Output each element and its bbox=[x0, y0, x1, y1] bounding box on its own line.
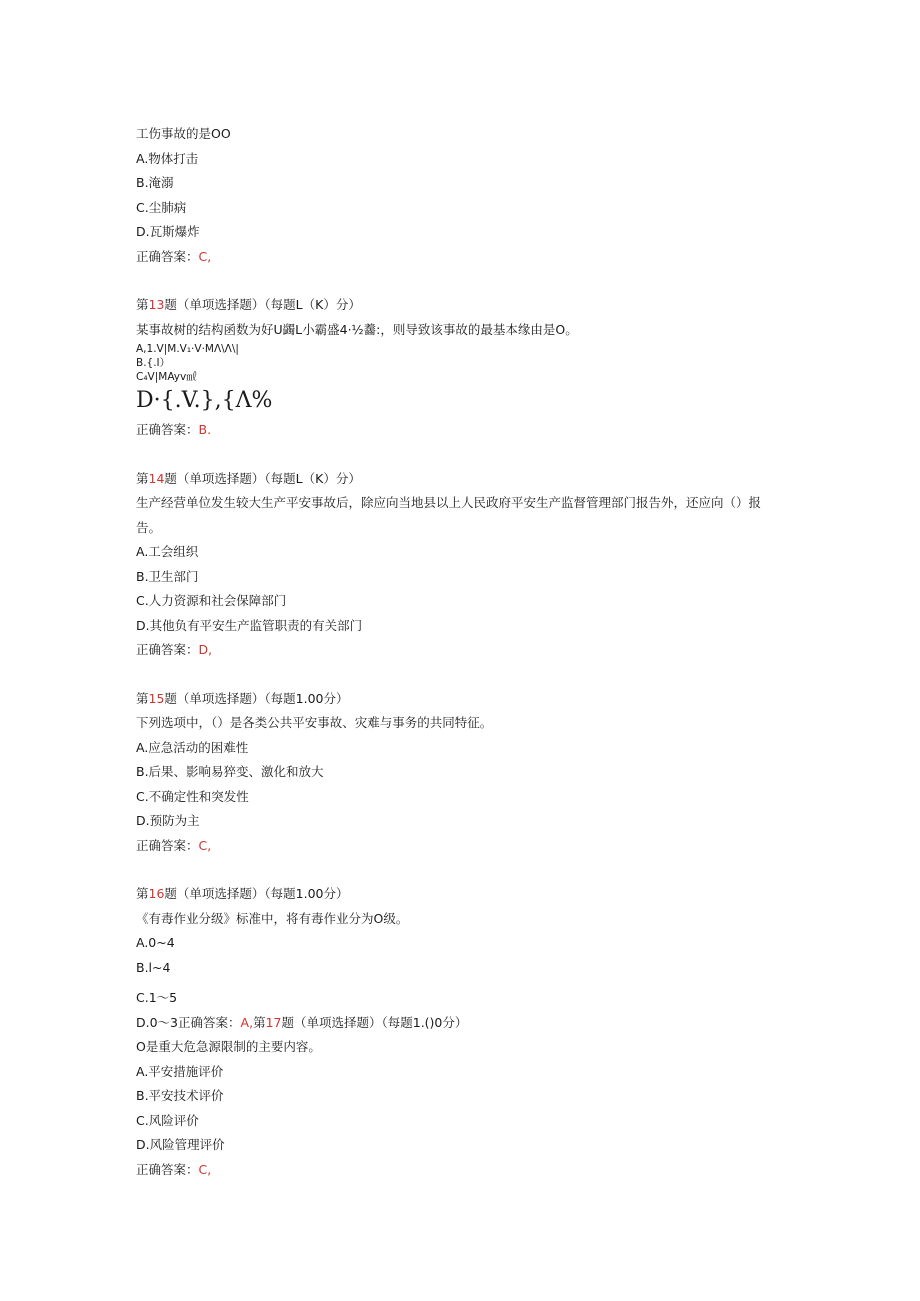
option-a: A.工会组织 bbox=[136, 544, 199, 559]
question-stem: 生产经营单位发生较大生产平安事故后，除应向当地县以上人民政府平安生产监督管理部门报告外，还应向（）报告。 bbox=[136, 495, 762, 535]
question-12 bbox=[136, 122, 786, 269]
option-c: C.1～5 bbox=[136, 990, 178, 1005]
option-d: D.0～3 bbox=[136, 1014, 179, 1030]
question-header bbox=[136, 467, 786, 492]
question-stem: 某事故树的结构函数为好U蠲L小霸盛4·½齹:，则导致该事故的最基本缘由是O。 bbox=[136, 321, 578, 337]
option-c: C.不确定性和突发性 bbox=[136, 788, 249, 804]
option-d: D.预防为主 bbox=[136, 813, 200, 828]
option-c: C.人力资源和社会保障部门 bbox=[136, 593, 287, 608]
answer-value: B. bbox=[198, 422, 212, 437]
question-header bbox=[136, 293, 786, 318]
answer-value: C, bbox=[198, 837, 212, 853]
answer-value: D, bbox=[198, 642, 213, 657]
option-a: A.应急活动的困难性 bbox=[136, 739, 249, 755]
answer-label: 正确答案： bbox=[136, 837, 199, 853]
header-suffix: 题（单项选择题）（每题L（K）分） bbox=[164, 297, 361, 312]
header-suffix: 题（单项选择题）（每题L（K）分） bbox=[164, 470, 361, 486]
q17-header-suffix: 题（单项选择题）（每题1.()0分） bbox=[281, 1014, 468, 1030]
answer-line bbox=[136, 834, 786, 859]
answer-line bbox=[136, 418, 786, 443]
header-prefix: 第 bbox=[136, 690, 149, 706]
answer-line bbox=[136, 245, 786, 270]
option-a: A,1.V|M.V₁·V·MΛ\Λ\| bbox=[136, 343, 239, 355]
question-15 bbox=[136, 687, 786, 859]
document-page bbox=[136, 122, 786, 1182]
option-a: A.平安措施评价 bbox=[136, 1063, 224, 1079]
option-b: B.淹溺 bbox=[136, 175, 174, 190]
question-16 bbox=[136, 882, 786, 1035]
question-stem: 下列选项中，（）是各类公共平安事故、灾难与事务的共同特征。 bbox=[136, 715, 493, 730]
answer-value: A, bbox=[240, 1014, 254, 1030]
option-d: D.其他负有平安生产监管职责的有关部门 bbox=[136, 617, 363, 633]
answer-label: 正确答案： bbox=[136, 642, 199, 657]
option-a: A.0~4 bbox=[136, 935, 175, 950]
answer-label: 正确答案： bbox=[136, 422, 199, 437]
header-prefix: 第 bbox=[136, 886, 149, 901]
header-suffix: 题（单项选择题）（每题1.00分） bbox=[164, 886, 349, 901]
question-17 bbox=[136, 1035, 786, 1182]
option-d: D·{.V.},{Λ% bbox=[136, 388, 273, 413]
header-prefix: 第 bbox=[136, 470, 149, 486]
question-number: 14 bbox=[148, 470, 165, 486]
question-13 bbox=[136, 293, 786, 443]
option-b: B.平安技术评价 bbox=[136, 1088, 224, 1103]
question-14 bbox=[136, 467, 786, 663]
question-number: 15 bbox=[148, 690, 165, 706]
merged-line bbox=[136, 1011, 786, 1036]
question-stem: O是重大危急源限制的主要内容。 bbox=[136, 1039, 321, 1054]
question-stem: 工伤事故的是OO bbox=[136, 126, 231, 141]
option-b: B.{.I） bbox=[136, 357, 171, 369]
option-a: A.物体打击 bbox=[136, 150, 199, 166]
header-suffix: 题（单项选择题）（每题1.00分） bbox=[164, 690, 349, 706]
option-b: B.卫生部门 bbox=[136, 568, 199, 584]
option-c: C.风险评价 bbox=[136, 1112, 199, 1128]
answer-label: 正确答案： bbox=[136, 248, 199, 264]
question-stem: 《有毒作业分级》标准中，将有毒作业分为O级。 bbox=[136, 910, 409, 926]
question-number: 16 bbox=[148, 886, 165, 901]
option-c: C.尘肺病 bbox=[136, 199, 187, 215]
option-d: D.瓦斯爆炸 bbox=[136, 224, 200, 239]
option-c: C₄V|MAyv㎖ bbox=[136, 371, 197, 383]
q17-question-number: 17 bbox=[265, 1014, 282, 1030]
answer-line bbox=[136, 638, 786, 663]
option-d: D.风险管理评价 bbox=[136, 1137, 225, 1152]
answer-label: 正确答案： bbox=[136, 1161, 199, 1177]
question-header bbox=[136, 687, 786, 712]
header-prefix: 第 bbox=[136, 297, 149, 312]
answer-value: C, bbox=[198, 248, 212, 264]
question-number: 13 bbox=[148, 297, 165, 312]
answer-label: 正确答案： bbox=[178, 1014, 241, 1030]
answer-value: C, bbox=[198, 1161, 212, 1177]
option-b: B.后果、影响易猝变、激化和放大 bbox=[136, 764, 324, 779]
option-b: B.l~4 bbox=[136, 959, 171, 975]
q17-header-prefix: 第 bbox=[253, 1014, 266, 1030]
answer-line bbox=[136, 1158, 786, 1183]
question-header bbox=[136, 882, 786, 907]
